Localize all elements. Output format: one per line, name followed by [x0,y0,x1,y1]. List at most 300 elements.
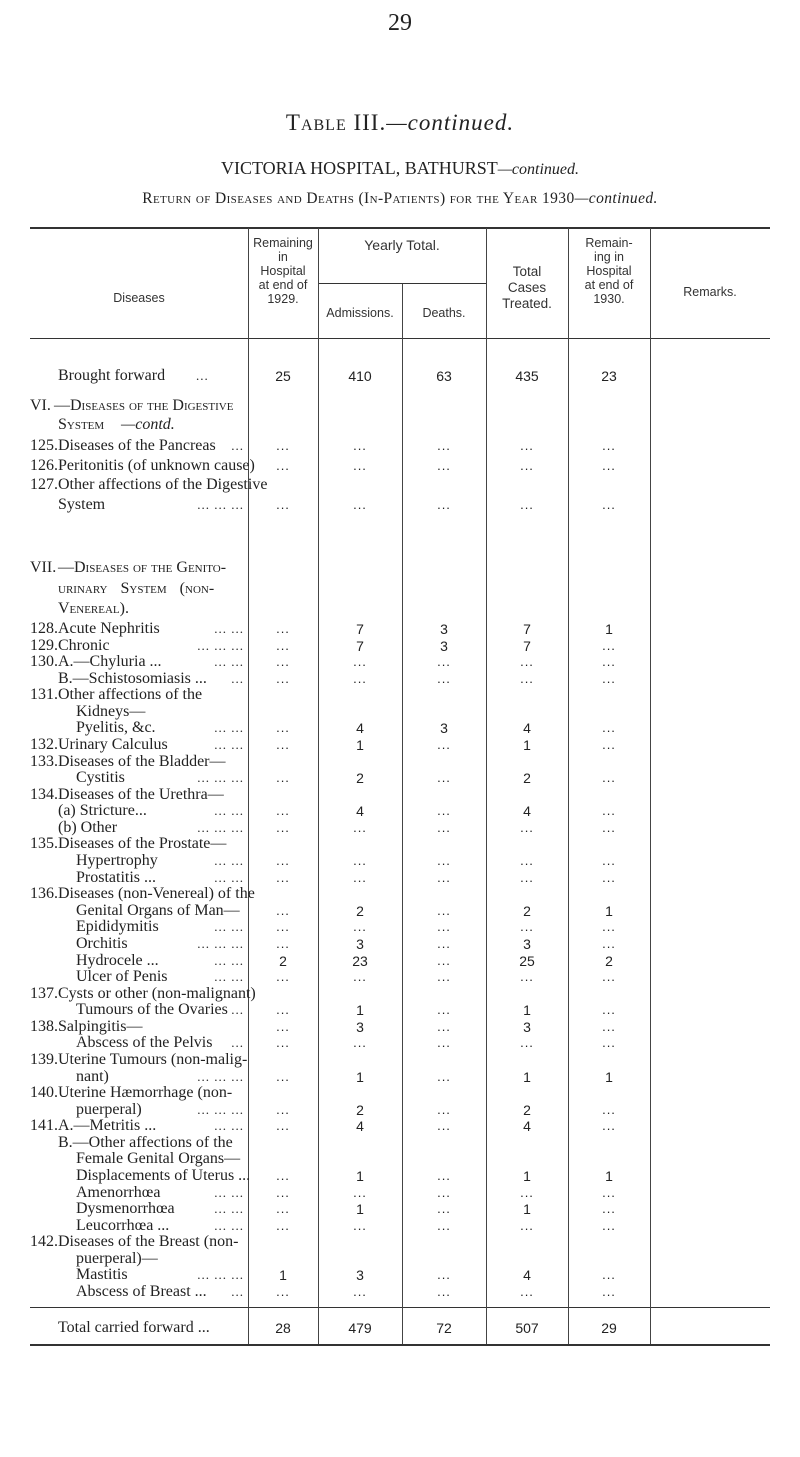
table-row-remaining-end: ... [602,1218,616,1233]
total-carried-deaths: 72 [436,1320,452,1336]
table-row-admissions: ... [353,870,367,885]
table-row-remaining-end: ... [602,638,616,653]
total-carried-admissions: 479 [348,1320,372,1336]
table-row-admissions: 2 [356,903,364,919]
table-row-remaining-end: ... [602,936,616,951]
table-row-admissions: ... [353,1218,367,1233]
table-row-deaths: ... [437,1102,451,1117]
table-row-label: Diseases of the Pancreas [58,437,216,454]
table-row-leader: ... ... [214,621,244,636]
table-row-number: 128. [30,620,58,637]
table-row-total: ... [520,1218,534,1233]
table-row-remaining: ... [276,870,290,885]
table-row-label: A.—Chyluria ... [58,653,162,670]
table-row-label: Cysts or other (non-malignant) [58,985,256,1002]
table-row-number: 140. [30,1084,58,1101]
section-vi-heading: —Diseases of the Digestive [54,397,234,414]
table-row-total: 1 [523,737,531,753]
table-row-label: puerperal)— [76,1250,158,1267]
table-row-leader: ... [231,1284,244,1299]
total-top-rule [30,1307,770,1308]
table-row-remaining-end: ... [602,1267,616,1282]
table-row-remaining: ... [276,720,290,735]
header-total-line: Treated. [502,296,552,311]
table-row-remaining-end: 1 [605,1168,613,1184]
table-row-remaining-end: ... [602,720,616,735]
table-row-deaths: ... [437,438,451,453]
header-remaining-line: at end of [258,278,308,292]
brought-forward-dots: ... [196,368,209,383]
table-row-admissions: ... [353,1284,367,1299]
table-row-label: Ulcer of Penis [76,968,168,985]
table-row-admissions: 2 [356,1102,364,1118]
table-row-number: 131. [30,686,58,703]
table-row-total: 4 [523,803,531,819]
header-total-line: Total [512,264,542,279]
table-row-number: 132. [30,736,58,753]
table-row-remaining: ... [276,903,290,918]
table-row-deaths: ... [437,820,451,835]
table-row-label: Diseases of the Urethra— [58,786,224,803]
table-row-admissions: 3 [356,1267,364,1283]
table-row-admissions: ... [353,1035,367,1050]
table-title-continued: —continued. [386,110,515,135]
brought-forward-deaths: 63 [436,368,452,384]
table-row-admissions: ... [353,438,367,453]
section-vii-heading-3: Venereal). [58,600,129,617]
header-remaining-end-line: 1930. [593,292,625,306]
table-row-total: ... [520,497,534,512]
table-row-label: Uterine Tumours (non-malig- [58,1051,248,1068]
table-row-label: Peritonitis (of unknown cause) [58,457,255,474]
brought-forward-admissions: 410 [348,368,372,384]
table-row-leader: ... ... [214,853,244,868]
table-row-number: 133. [30,753,58,770]
header-yearly-total: Yearly Total. [364,237,440,253]
table-bottom-rule [30,1344,770,1346]
table-row-total: 1 [523,1002,531,1018]
table-row-leader: ... ... [214,654,244,669]
table-row-leader: ... ... [214,737,244,752]
table-row-leader: ... [231,1035,244,1050]
table-row-label: Cystitis [76,769,125,786]
table-row-total: 25 [519,953,535,969]
table-row-leader: ... ... [214,1118,244,1133]
table-row-deaths: ... [437,1168,451,1183]
table-row-label: Other affections of the Digestive [58,476,268,493]
table-row-admissions: ... [353,820,367,835]
table-row-label: Uterine Hæmorrhage (non- [58,1084,233,1101]
table-row-remaining: ... [276,458,290,473]
return-title-continued: —continued. [574,190,658,207]
table-row-leader: ... ... [214,919,244,934]
header-remaining-end-line: at end of [584,278,634,292]
header-deaths: Deaths. [422,306,466,320]
table-row-remaining: ... [276,621,290,636]
table-title [0,110,800,136]
table-row-leader: ... ... [214,1185,244,1200]
table-row-deaths: ... [437,870,451,885]
table-row-total: ... [520,671,534,686]
table-row-remaining: ... [276,1185,290,1200]
table-row-remaining: ... [276,853,290,868]
table-row-remaining-end: ... [602,1002,616,1017]
table-row-remaining: ... [276,1201,290,1216]
section-vi-contd: —contd. [121,416,175,433]
table-row-remaining: ... [276,1035,290,1050]
table-row-label: System [58,496,106,513]
table-row-leader: ... ... [214,1201,244,1216]
table-row-remaining: ... [276,1069,290,1084]
table-row-label: Hypertrophy [76,852,158,869]
table-row-total: 4 [523,720,531,736]
table-row-admissions: 2 [356,770,364,786]
table-row-leader: ... ... ... [197,820,244,835]
table-row-admissions: ... [353,853,367,868]
header-admissions: Admissions. [326,306,394,320]
table-row-total: ... [520,654,534,669]
table-row-number: 135. [30,835,58,852]
table-row-admissions: 3 [356,936,364,952]
return-title-main: Return of Diseases and Deaths (In-Patients) for the Year 1930 [142,190,575,207]
table-row-total: ... [520,1185,534,1200]
table-title-main: Table III. [285,110,387,135]
table-row-remaining: ... [276,770,290,785]
table-row-remaining-end: ... [602,1102,616,1117]
table-row-remaining: ... [276,803,290,818]
table-row-total: ... [520,438,534,453]
table-row-remaining-end: ... [602,1035,616,1050]
header-remaining-end-line: Remain- [585,236,633,250]
table-row-remaining-end: ... [602,497,616,512]
table-row-leader: ... ... ... [197,936,244,951]
table-row-admissions: 1 [356,1168,364,1184]
table-row-admissions: ... [353,1185,367,1200]
table-row-label: Diseases of the Prostate— [58,835,227,852]
table-row-deaths: ... [437,853,451,868]
brought-forward-total: 435 [515,368,539,384]
table-row-label: B.—Schistosomiasis ... [58,670,207,687]
header-remaining-line: Hospital [260,264,306,278]
table-row-leader: ... ... [214,803,244,818]
table-row-label: Prostatitis ... [76,869,157,886]
table-row-leader: ... ... ... [197,638,244,653]
table-row-deaths: ... [437,903,451,918]
table-row-number: 125. [30,437,58,454]
table-row-deaths: ... [437,497,451,512]
table-row-number: 137. [30,985,58,1002]
table-row-leader: ... ... [214,953,244,968]
table-row-deaths: ... [437,458,451,473]
table-row-deaths: ... [437,770,451,785]
hospital-title-main: VICTORIA HOSPITAL, BATHURST [220,158,498,178]
header-remaining-line: in [278,250,288,264]
table-row-admissions: ... [353,497,367,512]
table-row-remaining-end: ... [602,1284,616,1299]
table-row-admissions: ... [353,919,367,934]
table-row-admissions: 4 [356,803,364,819]
header-remarks: Remarks. [683,285,737,299]
table-row-label: A.—Metritis ... [58,1117,157,1134]
table-row-number: 138. [30,1018,58,1035]
brought-forward-label: Brought forward [58,367,166,384]
table-row-label: Tumours of the Ovaries [76,1001,228,1018]
table-row-number: 129. [30,637,58,654]
table-row-leader: ... ... [214,969,244,984]
header-remaining-line: 1929. [267,292,299,306]
table-row-number: 134. [30,786,58,803]
table-top-rule [30,227,770,229]
table-row-label: Other affections of the [58,686,203,703]
table-row-label: Diseases of the Bladder— [58,753,226,770]
hospital-title [0,158,800,179]
section-vii-heading-2: urinary System (non- [58,580,215,597]
table-row-deaths: 3 [440,621,448,637]
header-remaining-end-line: ing in [594,250,624,264]
section-vii-heading: —Diseases of the Genito- [58,559,227,576]
table-row-label: Genital Organs of Man— [76,902,240,919]
table-row-deaths: ... [437,1069,451,1084]
table-row-deaths: ... [437,919,451,934]
table-row-remaining-end: 1 [605,903,613,919]
table-row-leader: ... ... [214,720,244,735]
hospital-title-continued: —continued. [497,161,580,178]
header-bottom-rule [30,338,770,339]
table-row-remaining: ... [276,438,290,453]
table-row-admissions: 7 [356,638,364,654]
header-remaining-line: Remaining [253,236,313,250]
table-row-remaining: ... [276,936,290,951]
table-row-admissions: 23 [352,953,368,969]
table-row-remaining-end: ... [602,438,616,453]
table-row-admissions: ... [353,458,367,473]
table-row-leader: ... [231,671,244,686]
table-row-deaths: ... [437,969,451,984]
table-row-remaining-end: ... [602,671,616,686]
table-row-admissions: ... [353,654,367,669]
table-row-total: 3 [523,936,531,952]
header-remaining-1930 [568,236,650,306]
header-total-line: Cases [507,280,547,295]
table-row-label: (a) Stricture... [58,802,147,819]
header-remaining-end-line: Hospital [586,264,632,278]
table-row-deaths: ... [437,1118,451,1133]
table-row-remaining: ... [276,1218,290,1233]
table-row-label: Displacements of Uterus ... [76,1167,251,1184]
table-row-label: Kidneys— [76,703,146,720]
table-row-remaining-end: ... [602,820,616,835]
table-row-label: puerperal) [76,1101,142,1118]
table-row-deaths: ... [437,936,451,951]
table-row-label: Diseases (non-Venereal) of the [58,885,255,902]
table-row-leader: ... ... ... [197,497,244,512]
total-carried-total: 507 [515,1320,539,1336]
table-row-label: Hydrocele ... [76,952,159,969]
table-row-label: Chronic [58,637,110,654]
table-row-leader: ... [231,1002,244,1017]
table-row-total: ... [520,820,534,835]
page-number: 29 [388,10,412,36]
table-row-remaining: ... [276,1102,290,1117]
table-row-total: 1 [523,1168,531,1184]
table-row-total: ... [520,458,534,473]
table-row-remaining-end: ... [602,1019,616,1034]
table-row-remaining: ... [276,1118,290,1133]
table-row-remaining-end: 2 [605,953,613,969]
table-row-remaining: ... [276,1019,290,1034]
table-row-admissions: 1 [356,1002,364,1018]
table-row-remaining: ... [276,1168,290,1183]
table-row-admissions: 1 [356,737,364,753]
table-row-deaths: ... [437,1267,451,1282]
table-row-number: 139. [30,1051,58,1068]
table-row-leader: ... ... ... [197,1267,244,1282]
table-row-remaining-end: ... [602,737,616,752]
table-row-number: 126. [30,457,58,474]
table-row-label: Diseases of the Breast (non- [58,1233,239,1250]
table-row-remaining-end: 1 [605,621,613,637]
header-remaining-1929 [248,236,318,306]
section-vii-number: VII. [30,559,57,576]
table-row-total: 2 [523,770,531,786]
table-row-leader: ... ... ... [197,1102,244,1117]
table-row-label: Abscess of Breast ... [76,1283,207,1300]
section-vi-heading-2: System [58,416,105,433]
table-row-label: Pyelitis, &c. [76,719,156,736]
table-row-total: ... [520,919,534,934]
table-row-total: 7 [523,621,531,637]
table-row-remaining-end: ... [602,1201,616,1216]
table-row-total: 4 [523,1267,531,1283]
table-row-deaths: 3 [440,720,448,736]
table-row-deaths: ... [437,654,451,669]
table-row-label: Acute Nephritis [58,620,160,637]
table-row-total: 1 [523,1069,531,1085]
table-row-total: ... [520,870,534,885]
table-row-number: 130. [30,653,58,670]
table-row-remaining: ... [276,820,290,835]
table-row-admissions: ... [353,969,367,984]
table-row-deaths: ... [437,1218,451,1233]
table-row-label: Leucorrhœa ... [76,1217,170,1234]
table-row-remaining-end: ... [602,654,616,669]
table-row-deaths: ... [437,1201,451,1216]
table-row-remaining-end: ... [602,770,616,785]
total-carried-remaining-end: 29 [601,1320,617,1336]
table-row-total: 4 [523,1118,531,1134]
table-row-total: ... [520,1284,534,1299]
table-row-admissions: 4 [356,1118,364,1134]
table-row-remaining-end: ... [602,919,616,934]
table-row-total: 3 [523,1019,531,1035]
table-row-total: ... [520,1035,534,1050]
total-carried-label: Total carried forward ... [58,1319,210,1336]
table-row-remaining: 2 [279,953,287,969]
table-row-remaining-end: ... [602,853,616,868]
table-row-deaths: ... [437,1185,451,1200]
table-row-admissions: 3 [356,1019,364,1035]
table-row-deaths: ... [437,803,451,818]
table-row-remaining: ... [276,969,290,984]
table-row-label: Epididymitis [76,918,159,935]
table-row-remaining-end: 1 [605,1069,613,1085]
table-row-label: Urinary Calculus [58,736,168,753]
table-row-remaining: ... [276,1284,290,1299]
table-row-label: Salpingitis— [58,1018,143,1035]
table-row-total: 2 [523,903,531,919]
table-row-admissions: 1 [356,1201,364,1217]
table-row-remaining: ... [276,638,290,653]
table-row-admissions: ... [353,671,367,686]
section-vi-number: VI. [30,397,51,414]
table-row-label: Orchitis [76,935,128,952]
table-row-remaining: ... [276,1002,290,1017]
table-row-total: ... [520,853,534,868]
table-row-deaths: ... [437,953,451,968]
table-row-remaining: ... [276,654,290,669]
table-row-remaining: ... [276,919,290,934]
table-row-label: Abscess of the Pelvis [76,1034,213,1051]
table-row-total: 7 [523,638,531,654]
table-row-total: ... [520,969,534,984]
table-row-label: B.—Other affections of the [58,1134,233,1151]
table-row-label: Amenorrhœa [76,1184,161,1201]
table-row-leader: ... ... ... [197,770,244,785]
table-row-label: nant) [76,1068,109,1085]
header-diseases: Diseases [113,291,165,305]
table-row-remaining-end: ... [602,870,616,885]
table-row-number: 142. [30,1233,58,1250]
table-row-label: Dysmenorrhœa [76,1200,175,1217]
total-carried-remaining: 28 [275,1320,291,1336]
brought-forward-remaining: 25 [275,368,291,384]
table-row-remaining: ... [276,737,290,752]
table-row-leader: ... [231,438,244,453]
table-row-remaining: ... [276,497,290,512]
table-row-admissions: 7 [356,621,364,637]
table-row-number: 141. [30,1117,58,1134]
table-row-remaining-end: ... [602,458,616,473]
column-rule-remarks [650,228,651,1344]
table-row-deaths: ... [437,1035,451,1050]
table-row-number: 127. [30,476,58,493]
table-row-total: 2 [523,1102,531,1118]
table-row-remaining-end: ... [602,1118,616,1133]
table-row-deaths: 3 [440,638,448,654]
header-total-cases [486,264,568,312]
table-row-admissions: 4 [356,720,364,736]
table-row-deaths: ... [437,737,451,752]
table-row-remaining: ... [276,671,290,686]
table-row-deaths: ... [437,1019,451,1034]
table-row-number: 136. [30,885,58,902]
table-row-label: Mastitis [76,1266,128,1283]
brought-forward-remaining-end: 23 [601,368,617,384]
table-row-remaining-end: ... [602,969,616,984]
table-row-remaining: 1 [279,1267,287,1283]
table-row-label: Female Genital Organs— [76,1150,241,1167]
table-row-remaining-end: ... [602,803,616,818]
table-row-deaths: ... [437,671,451,686]
table-row-deaths: ... [437,1284,451,1299]
table-row-label: (b) Other [58,819,118,836]
table-row-admissions: 1 [356,1069,364,1085]
table-row-leader: ... ... [214,870,244,885]
table-row-leader: ... ... ... [197,1069,244,1084]
table-row-remaining-end: ... [602,1185,616,1200]
table-row-total: 1 [523,1201,531,1217]
return-title [0,190,800,208]
